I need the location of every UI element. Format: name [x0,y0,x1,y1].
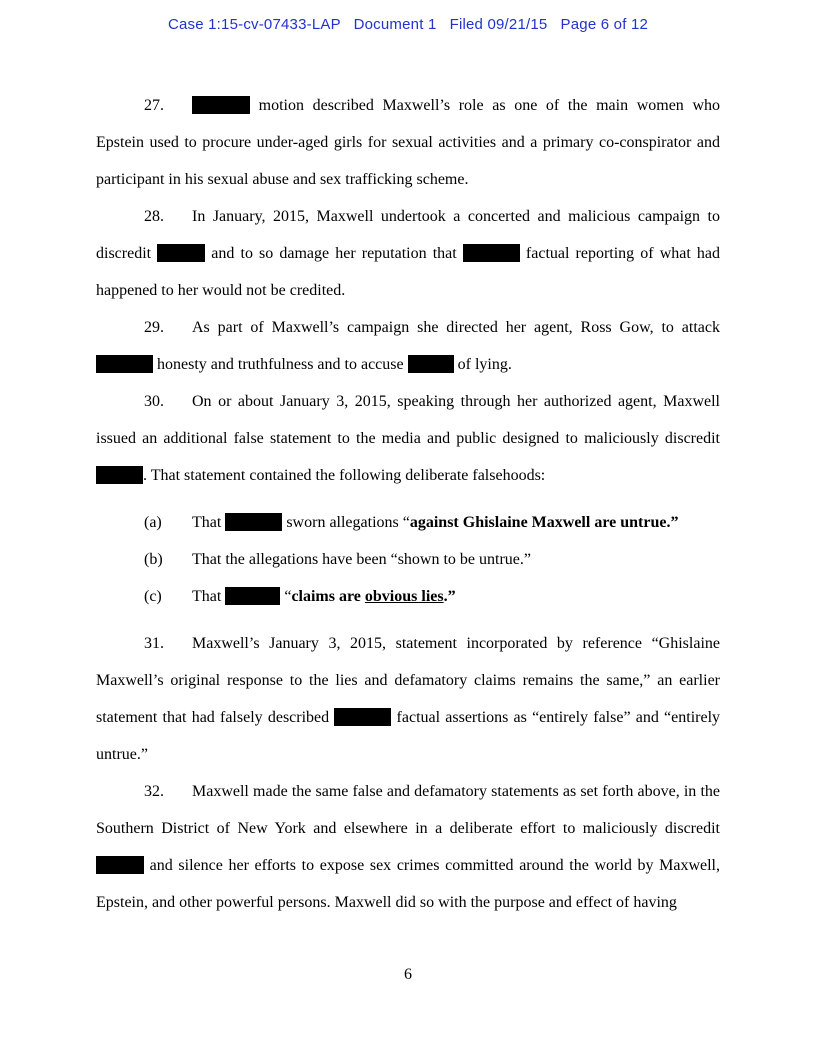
redaction-box [157,244,205,262]
text-run: and silence her efforts to expose sex crimes committed around the world by Maxwell, Epstein, and other powerful persons. Maxwell did so with the purpose and effect of having [96,857,720,911]
text-run: That [192,514,226,531]
paragraph-number: 31. [144,635,164,652]
paragraph [96,87,720,198]
paragraph-number: 27. [144,97,164,114]
text-run: On or about January 3, 2015, speaking through her authorized agent, Maxwell issued an additional false statement to the media and public designed to maliciously discredit [96,393,720,447]
sub-paragraph [144,504,720,541]
paragraph [96,625,720,773]
text-run: sworn allegations “ [282,514,410,531]
text-run: .” [443,588,456,605]
paragraph-number: 28. [144,208,164,225]
paragraph-number: 29. [144,319,164,336]
text-run: That the allegations have been “shown to be untrue.” [192,551,531,568]
redaction-box [96,856,144,874]
text-run: factual assertions as “entirely false” and “entirely untrue.” [96,709,721,763]
text-run: In January, 2015, Maxwell undertook a concerted and malicious campaign to discredit [96,208,720,262]
text-run: . That statement contained the following deliberate falsehoods: [143,467,546,484]
redaction-box [408,355,454,373]
text-run: and to so damage her reputation that [205,245,463,262]
redaction-box [225,587,280,605]
page-number: 6 [404,966,412,983]
paragraph-number: (a) [144,514,162,531]
redaction-box [334,708,391,726]
text-run: factual reporting of what had happened to her would not be credited. [96,245,721,299]
redaction-box [96,355,153,373]
text-run: obvious lies [364,588,444,605]
redaction-box [96,466,143,484]
text-run: of lying. [453,356,512,373]
sub-paragraph [144,541,720,578]
text-run: That [192,588,226,605]
paragraph-number: (b) [144,551,163,568]
sub-paragraph [144,578,720,615]
text-run: Maxwell made the same false and defamatory statements as set forth above, in the Southern District of New York and elsewhere in a deliberate effort to maliciously discredit [96,783,720,837]
text-run: against Ghislaine Maxwell are untrue.” [409,514,679,531]
paragraph [96,198,720,309]
text-run: motion described Maxwell’s role as one of the main women who Epstein used to procure under-aged girls for sexual activities and a primary co-conspirator and participant in his sexual abuse and sex trafficking scheme. [96,97,720,188]
document-body [96,87,720,921]
paragraph [96,309,720,383]
paragraph-number: 32. [144,783,164,800]
paragraph [96,383,720,494]
paragraph-number: (c) [144,588,162,605]
text-run: claims are [291,588,365,605]
text-run: Maxwell’s January 3, 2015, statement incorporated by reference “Ghislaine Maxwell’s original response to the lies and defamatory claims remains the same,” an earlier statement that had falsely described [96,635,720,726]
case-stamp-header: Case 1:15-cv-07433-LAP Document 1 Filed 09/21/15 Page 6 of 12 [167,16,649,33]
text-run: “ [280,588,292,605]
redaction-box [463,244,520,262]
paragraph-number: 30. [144,393,164,410]
text-run: As part of Maxwell’s campaign she directed her agent, Ross Gow, to attack [192,319,720,336]
text-run: honesty and truthfulness and to accuse [153,356,408,373]
paragraph [96,773,720,921]
redaction-box [225,513,282,531]
redaction-box [192,96,250,114]
